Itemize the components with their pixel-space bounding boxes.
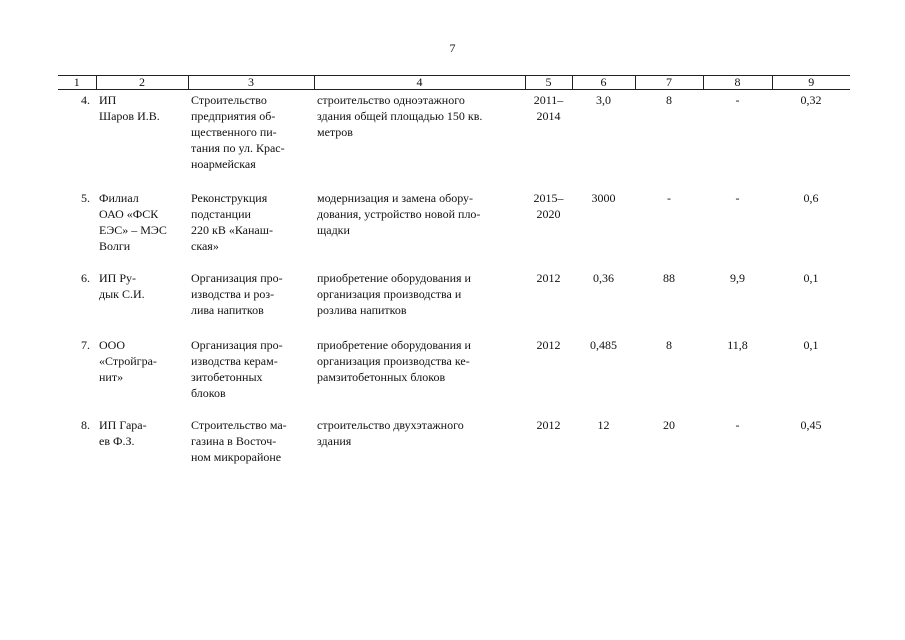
period-cell	[525, 415, 572, 467]
content-cell	[314, 90, 525, 189]
cell-text-line: «Стройгра-	[99, 354, 157, 368]
organization-cell	[96, 268, 188, 335]
cell-text-line: здания общей площадью 150 кв.	[317, 109, 483, 123]
col7-cell: 20	[663, 418, 675, 432]
cell-text-line: дык С.И.	[99, 287, 145, 301]
organization-cell	[96, 335, 188, 415]
cell-text-line: изводства и роз-	[191, 287, 275, 301]
content-cell	[314, 188, 525, 268]
cell-text-line: модернизация и замена обору-	[317, 191, 474, 205]
col9-cell: 0,1	[803, 271, 819, 285]
cell-text-line: приобретение оборудования и	[317, 338, 471, 352]
col9-cell: 0,1	[803, 338, 819, 352]
table-row	[58, 188, 850, 268]
cell-text-line: строительство одноэтажного	[317, 93, 465, 107]
cell-text-line: Организация про-	[191, 338, 283, 352]
cell-text-line: Шаров И.В.	[99, 109, 160, 123]
cell-text-line: Реконструкция	[191, 191, 268, 205]
cell-text-line: 2012	[536, 338, 561, 352]
cell-text-line: ев Ф.З.	[99, 434, 135, 448]
col8-cell: -	[735, 418, 740, 432]
cell-text-line: ноармейская	[191, 157, 256, 171]
cell-text-line: дования, устройство новой пло-	[317, 207, 481, 221]
header-col-5: 5	[525, 76, 572, 90]
header-col-7: 7	[635, 76, 703, 90]
header-col-1: 1	[58, 76, 96, 90]
cell-text-line: организация производства ке-	[317, 354, 470, 368]
project-cell	[188, 90, 314, 189]
cell-text-line: ООО	[99, 338, 125, 352]
cell-text-line: 2012	[536, 271, 561, 285]
cell-text-line: зитобетонных	[191, 370, 263, 384]
row-number: 4.	[81, 93, 90, 107]
cell-text-line: подстанции	[191, 207, 251, 221]
cell-text-line: ОАО «ФСК	[99, 207, 159, 221]
projects-table-wrapper	[58, 75, 850, 467]
header-col-2: 2	[96, 76, 188, 90]
col7-cell: -	[667, 191, 671, 205]
cell-text-line: ИП Гара-	[99, 418, 147, 432]
cell-text-line: лива напитков	[191, 303, 264, 317]
cell-text-line: Филиал	[99, 191, 139, 205]
col6-cell: 0,36	[593, 271, 614, 285]
period-cell	[525, 188, 572, 268]
cell-text-line: 220 кВ «Канаш-	[191, 223, 273, 237]
col8-cell: -	[735, 191, 740, 205]
cell-text-line: Строительство	[191, 93, 267, 107]
table-row	[58, 415, 850, 467]
col9-cell: 0,6	[803, 191, 819, 205]
table-row	[58, 268, 850, 335]
project-cell	[188, 268, 314, 335]
cell-text-line: Волги	[99, 239, 131, 253]
header-col-4: 4	[314, 76, 525, 90]
content-cell	[314, 335, 525, 415]
col6-cell: 3,0	[596, 93, 611, 107]
row-number: 6.	[81, 271, 90, 285]
cell-text-line: предприятия об-	[191, 109, 276, 123]
cell-text-line: Строительство ма-	[191, 418, 287, 432]
col6-cell: 0,485	[590, 338, 617, 352]
cell-text-line: метров	[317, 125, 353, 139]
cell-text-line: 2012	[536, 418, 561, 432]
project-cell	[188, 188, 314, 268]
cell-text-line: блоков	[191, 386, 226, 400]
header-row	[58, 76, 850, 90]
cell-text-line: ИП	[99, 93, 117, 107]
header-col-9: 9	[772, 76, 850, 90]
period-cell	[525, 90, 572, 189]
row-number: 8.	[81, 418, 90, 432]
header-col-8: 8	[703, 76, 772, 90]
organization-cell	[96, 188, 188, 268]
cell-text-line: ская»	[191, 239, 219, 253]
header-col-6: 6	[572, 76, 635, 90]
row-number: 7.	[81, 338, 90, 352]
cell-text-line: организация производства и	[317, 287, 462, 301]
row-number: 5.	[81, 191, 90, 205]
cell-text-line: строительство двухэтажного	[317, 418, 464, 432]
projects-table	[58, 75, 850, 467]
cell-text-line: газина в Восточ-	[191, 434, 277, 448]
cell-text-line: розлива напитков	[317, 303, 407, 317]
col9-cell: 0,45	[800, 418, 822, 432]
col8-cell: 11,8	[727, 338, 748, 352]
project-cell	[188, 335, 314, 415]
cell-text-line: Организация про-	[191, 271, 283, 285]
period-cell	[525, 335, 572, 415]
col8-cell: 9,9	[730, 271, 745, 285]
cell-text-line: здания	[317, 434, 352, 448]
cell-text-line: тания по ул. Крас-	[191, 141, 285, 155]
organization-cell	[96, 415, 188, 467]
organization-cell	[96, 90, 188, 189]
cell-text-line: рамзитобетонных блоков	[317, 370, 446, 384]
col7-cell: 88	[663, 271, 675, 285]
cell-text-line: приобретение оборудования и	[317, 271, 471, 285]
cell-text-line: ИП Ру-	[99, 271, 137, 285]
table-row	[58, 90, 850, 189]
cell-text-line: щадки	[317, 223, 350, 237]
cell-text-line: ном микрорайоне	[191, 450, 282, 464]
col7-cell: 8	[666, 338, 672, 352]
cell-text-line: 2011–	[533, 93, 564, 107]
table-row	[58, 335, 850, 415]
cell-text-line: 2020	[536, 207, 561, 221]
col7-cell: 8	[666, 93, 672, 107]
page-number: 7	[449, 41, 456, 55]
content-cell	[314, 268, 525, 335]
project-cell	[188, 415, 314, 467]
cell-text-line: щественного пи-	[191, 125, 277, 139]
cell-text-line: 2014	[536, 109, 561, 123]
cell-text-line: 2015–	[533, 191, 564, 205]
col6-cell: 12	[597, 418, 610, 432]
col9-cell: 0,32	[800, 93, 822, 107]
cell-text-line: нит»	[99, 370, 124, 384]
cell-text-line: изводства керам-	[191, 354, 278, 368]
period-cell	[525, 268, 572, 335]
content-cell	[314, 415, 525, 467]
col6-cell: 3000	[591, 191, 616, 205]
header-col-3: 3	[188, 76, 314, 90]
cell-text-line: ЕЭС» – МЭС	[99, 223, 167, 237]
col8-cell: -	[735, 93, 740, 107]
